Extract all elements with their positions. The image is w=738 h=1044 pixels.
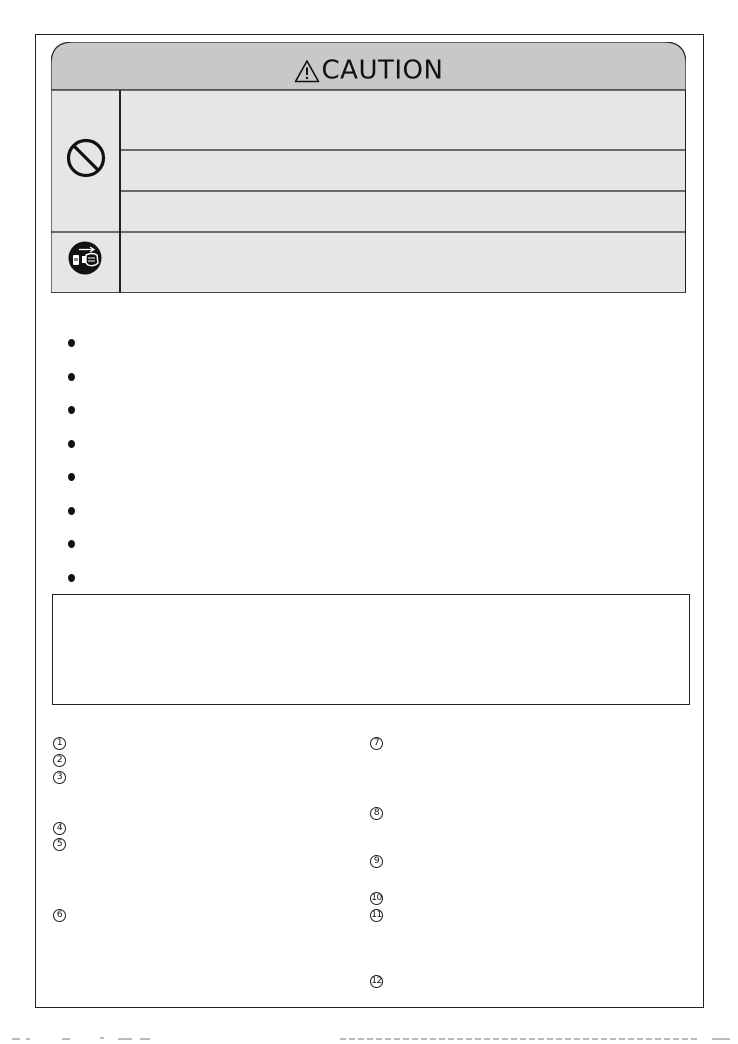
bullet-dot	[68, 507, 75, 515]
part-number: 7	[370, 737, 383, 750]
list-item	[64, 533, 684, 567]
list-item	[64, 366, 684, 400]
prohibition-icon	[66, 138, 106, 178]
list-item	[64, 433, 684, 467]
list-item	[64, 332, 684, 366]
part-number: 12	[371, 976, 382, 986]
bullet-dot	[68, 373, 75, 381]
bullet-list	[64, 332, 684, 600]
bullet-dot	[68, 440, 75, 448]
part-number: 5	[53, 838, 66, 851]
bullet-dot	[68, 574, 75, 582]
bullet-dot	[68, 406, 75, 414]
list-item	[64, 466, 684, 500]
scan-artifact-marks	[0, 1034, 738, 1044]
part-number: 9	[370, 855, 383, 868]
caution-table-graphic	[51, 42, 686, 293]
bullet-dot	[68, 540, 75, 548]
part-number: 10	[371, 893, 382, 903]
caution-heading-text: CAUTION	[321, 55, 444, 86]
part-number: 11	[371, 910, 382, 920]
caution-panel	[51, 42, 686, 293]
part-number: 6	[53, 909, 66, 922]
unplug-power-icon	[68, 241, 102, 275]
bullet-dot	[68, 339, 75, 347]
part-number: 3	[53, 771, 66, 784]
part-number: 8	[370, 807, 383, 820]
list-item	[64, 399, 684, 433]
part-number: 1	[53, 737, 66, 750]
list-item	[64, 500, 684, 534]
part-number: 4	[53, 822, 66, 835]
bullet-dot	[68, 473, 75, 481]
part-number: 2	[53, 754, 66, 767]
note-box	[52, 594, 690, 705]
